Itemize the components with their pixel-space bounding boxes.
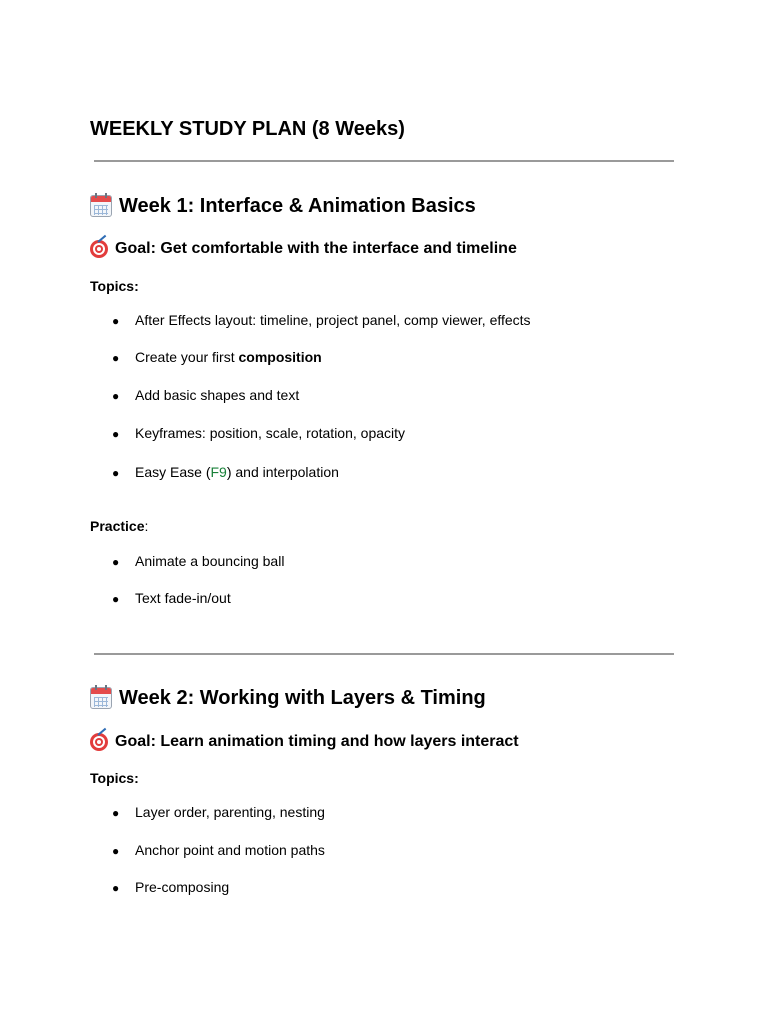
target-icon	[90, 733, 108, 751]
bullet-icon: ●	[112, 427, 120, 441]
list-item: ● Create your first composition	[112, 349, 322, 365]
bullet-icon: ●	[112, 844, 120, 858]
target-icon	[90, 240, 108, 258]
calendar-icon	[90, 687, 112, 709]
week-2-heading-text: Week 2: Working with Layers & Timing	[119, 687, 486, 709]
week-2-goal-text: Goal: Learn animation timing and how layers interact	[115, 733, 519, 750]
week-1-heading	[90, 193, 476, 219]
week-1-heading-text: Week 1: Interface & Animation Basics	[119, 195, 476, 217]
week-2-heading	[90, 685, 486, 711]
divider	[94, 653, 674, 655]
list-item: ● Anchor point and motion paths	[112, 842, 325, 858]
bullet-icon: ●	[112, 351, 120, 365]
week-1-practice-label: Practice:	[90, 518, 149, 534]
week-1-topics-label: Topics:	[90, 278, 139, 294]
bullet-icon: ●	[112, 555, 120, 569]
list-item: ● Easy Ease (F9) and interpolation	[112, 464, 339, 480]
week-2-topics-label: Topics:	[90, 770, 139, 786]
divider	[94, 160, 674, 162]
list-item: ● Pre-composing	[112, 879, 230, 895]
bullet-icon: ●	[112, 881, 120, 895]
bullet-icon: ●	[112, 592, 120, 606]
list-item: ● Keyframes: position, scale, rotation, opacity	[112, 425, 406, 441]
week-1-goal-text: Goal: Get comfortable with the interface and timeline	[115, 240, 517, 257]
week-2-goal	[90, 732, 519, 752]
list-item: ● Layer order, parenting, nesting	[112, 804, 325, 820]
bullet-icon: ●	[112, 466, 120, 480]
bullet-icon: ●	[112, 314, 120, 328]
shortcut-code: F9	[210, 464, 227, 480]
bullet-icon: ●	[112, 806, 120, 820]
list-item: ● Add basic shapes and text	[112, 387, 300, 403]
week-1-goal	[90, 239, 517, 259]
list-item: ● After Effects layout: timeline, project panel, comp viewer, effects	[112, 312, 531, 328]
bullet-icon: ●	[112, 389, 120, 403]
calendar-icon	[90, 195, 112, 217]
list-item: ● Animate a bouncing ball	[112, 553, 285, 569]
document-title: WEEKLY STUDY PLAN (8 Weeks)	[90, 118, 405, 140]
list-item: ● Text fade-in/out	[112, 590, 231, 606]
